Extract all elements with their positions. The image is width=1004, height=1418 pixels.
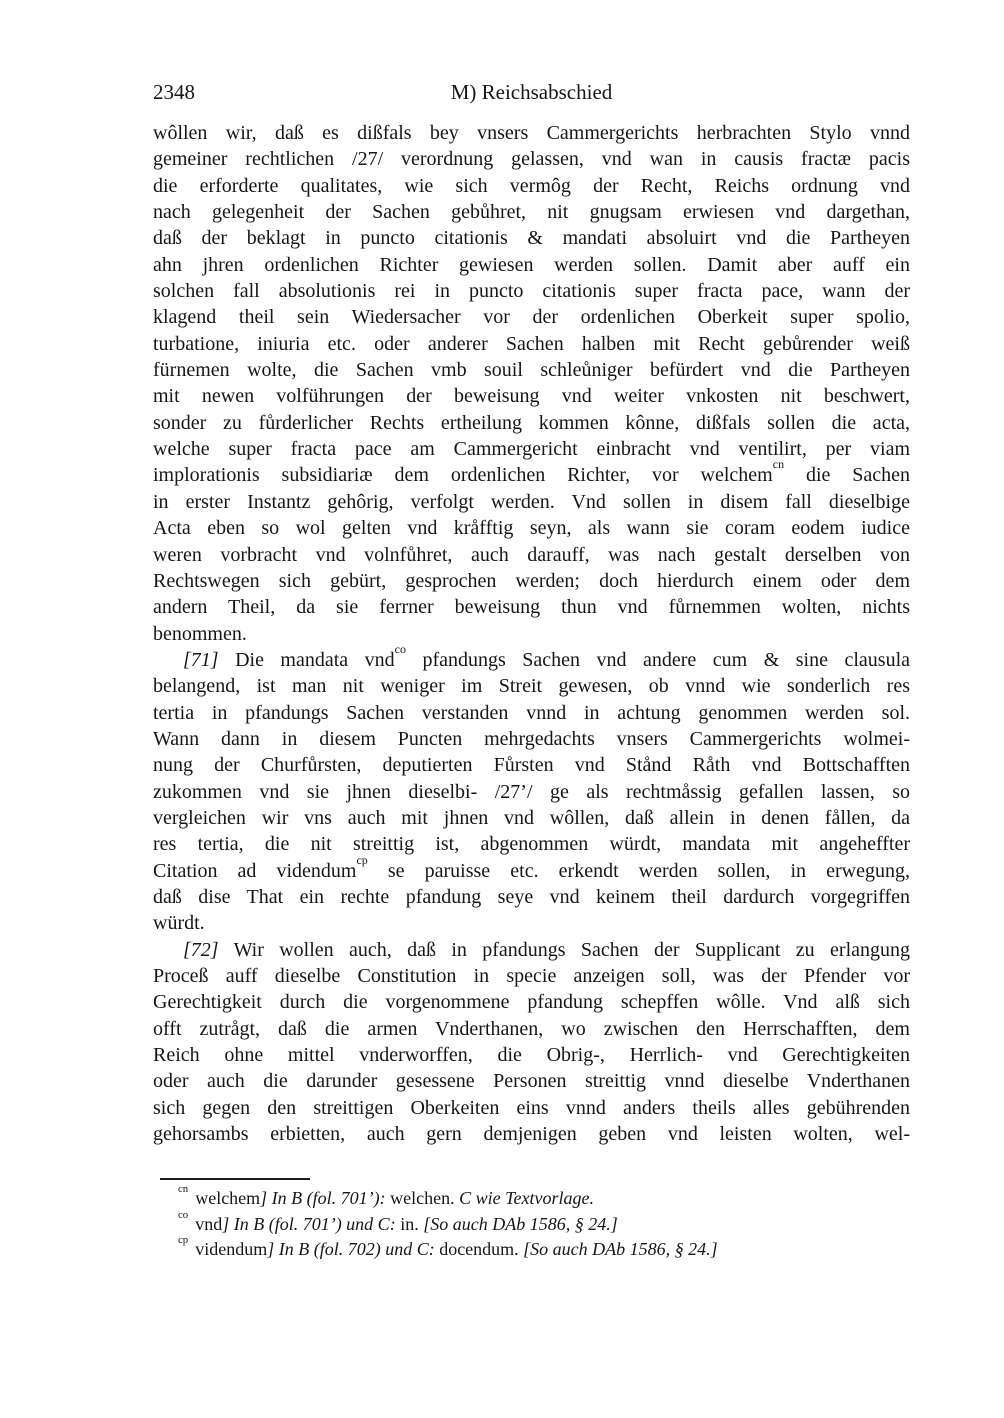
text-line — [153, 146, 910, 172]
text-segment: Gerechtigkeit durch die vorgenommene pfandung schepffen wôlle. Vnd alß sich — [153, 991, 910, 1014]
text-segment: zukommen vnd sie jhnen dieselbi- /27’/ ge als rechtmåssig gefallen lassen, so — [153, 780, 910, 803]
text-segment: tertia in pfandungs Sachen verstanden vnnd in achtung genommen werden sol. — [153, 701, 910, 724]
text-line — [153, 641, 910, 673]
text-line — [153, 1016, 910, 1042]
text-line — [153, 673, 910, 699]
text-line — [153, 805, 910, 831]
text-segment: videndum — [195, 1239, 268, 1259]
text-line — [153, 383, 910, 409]
text-line — [153, 199, 910, 225]
text-segment: nung der Churfůrsten, deputierten Fůrsten vnd Stånd Råth vnd Bottschafften — [153, 754, 910, 777]
page-title: M) Reichsabschied — [450, 80, 613, 104]
text-segment: andern Theil, da sie ferrner beweisung thun vnd fůrnemmen wolten, nichts — [153, 596, 910, 619]
text-segment: sich gegen den streittigen Oberkeiten eins vnnd anders theils alles gebührenden — [153, 1096, 910, 1119]
text-segment: weren vorbracht vnd volnfůhret, auch darauff, was nach gestalt derselben von — [153, 543, 910, 566]
text-segment: Citation ad videndum — [153, 859, 357, 882]
text-segment: Rechtswegen sich gebürt, gesprochen werden; doch hierdurch einem oder dem — [153, 569, 910, 592]
text-line — [153, 457, 911, 488]
footnote-marker: cn — [178, 1183, 189, 1196]
text-line — [153, 831, 910, 857]
text-segment: ] In B (fol. 701’): — [260, 1188, 391, 1208]
text-line — [153, 304, 910, 330]
text-line — [153, 779, 910, 805]
text-line — [153, 515, 910, 541]
text-segment: res tertia, die nit streittig ist, abgenommen würdt, mandata mit angeheffter — [153, 833, 910, 856]
text-segment: Die mandata vnd — [218, 648, 395, 671]
text-segment: nach gelegenheit der Sachen gebůhret, nit gnugsam erwiesen vnd dargethan, — [153, 201, 910, 224]
text-line — [153, 963, 910, 989]
text-line — [153, 700, 910, 726]
text-segment: Reich ohne mittel vnderworffen, die Obrig-, Herrlich- vnd Gerechtigkeiten — [153, 1044, 910, 1067]
text-line — [153, 357, 910, 383]
footnote — [178, 1208, 913, 1238]
text-line — [153, 1095, 910, 1121]
text-segment: mit newen volführungen der beweisung vnd weiter vnkosten nit beschwert, — [153, 385, 910, 408]
text-segment: docendum. — [439, 1239, 524, 1259]
footnote-marker: cn — [772, 457, 785, 472]
text-segment: welchen. — [390, 1188, 460, 1208]
text-segment: pfandungs Sachen vnd andere cum & sine clausula — [406, 648, 910, 671]
text-line — [153, 278, 910, 304]
text-line — [153, 252, 910, 278]
footnote — [178, 1183, 913, 1212]
text-line — [153, 410, 910, 436]
text-segment: offt zutrågt, daß die armen Vnderthanen, wo zwischen den Herrschafften, dem — [153, 1017, 910, 1040]
text-line — [153, 910, 910, 936]
text-segment: klagend theil sein Wiedersacher vor der ordenlichen Oberkeit super spolio, — [153, 306, 910, 329]
text-line — [153, 726, 910, 752]
text-segment: gehorsambs erbietten, auch gern demjenigen geben vnd leisten wolten, wel- — [153, 1123, 910, 1146]
text-segment: benommen. — [153, 622, 247, 645]
text-line — [153, 173, 910, 199]
text-segment: in erster Instantz gehôrig, verfolgt werden. Vnd sollen in disem fall dieselbige — [153, 490, 910, 513]
text-line — [153, 594, 910, 620]
text-segment: daß der beklagt in puncto citationis & mandati absoluirt vnd die Partheyen — [153, 227, 910, 250]
text-segment: fürnemen wolte, die Sachen vmb souil schleůniger befürdert vnd die Partheyen — [153, 359, 910, 382]
footnote-marker: cp — [356, 852, 368, 867]
text-segment: implorationis subsidiariæ dem ordenlichen Richter, vor welchem — [153, 464, 773, 487]
text-line — [153, 331, 910, 357]
text-line — [153, 1042, 910, 1068]
text-line — [153, 989, 910, 1015]
text-line — [153, 489, 910, 515]
text-segment: ] In B (fol. 701’) und C: — [222, 1213, 401, 1234]
text-line — [153, 120, 910, 146]
text-segment: Wir wollen auch, daß in pfandungs Sachen der Supplicant zu erlangung — [218, 938, 910, 961]
text-segment: Wann dann in diesem Puncten mehrgedachts vnsers Cammergerichts wolmei- — [153, 727, 910, 750]
text-line — [153, 225, 910, 251]
text-segment: die erforderte qualitates, wie sich vermôg der Recht, Reichs ordnung vnd — [153, 174, 910, 197]
text-segment: [72] — [183, 938, 219, 961]
text-segment: welchem — [195, 1188, 261, 1208]
text-segment: sonder zu fůrderlicher Rechts ertheilung kommen kônne, dißfals sollen die acta, — [153, 411, 910, 434]
text-segment: [So auch DAb 1586, § 24.] — [423, 1213, 618, 1234]
text-segment: se paruisse etc. erkendt werden sollen, in erwegung, — [367, 859, 910, 882]
text-segment: die Sachen — [784, 464, 911, 487]
text-line — [153, 752, 910, 778]
text-segment: C wie Textvorlage. — [459, 1188, 594, 1208]
text-line — [153, 1068, 910, 1094]
text-segment: solchen fall absolutionis rei in puncto citationis super fracta pace, wann der — [153, 280, 910, 303]
body-text — [153, 120, 910, 1147]
text-line — [153, 937, 910, 963]
text-segment: [71] — [183, 648, 219, 671]
text-line — [153, 852, 910, 884]
text-line — [153, 436, 910, 462]
text-line — [153, 1121, 910, 1147]
footnote-marker: co — [178, 1208, 189, 1221]
footnote-marker: cp — [178, 1234, 189, 1247]
running-head — [153, 78, 910, 106]
text-segment: vergleichen wir vns auch mit jhnen vnd wôllen, daß allein in denen fållen, da — [153, 806, 910, 829]
text-segment: Proceß auff dieselbe Constitution in specie anzeigen soll, was der Pfender vor — [153, 965, 910, 987]
text-line — [153, 621, 910, 647]
footnote-marker: co — [394, 641, 406, 656]
text-segment: turbatione, iniuria etc. oder anderer Sachen halben mit Recht gebůrender weiß — [153, 332, 910, 355]
text-line — [153, 542, 910, 568]
footnotes — [178, 1183, 913, 1263]
text-segment: ahn jhren ordenlichen Richter gewiesen werden sollen. Damit aber auff ein — [153, 253, 910, 276]
text-line — [153, 568, 910, 594]
text-segment: gemeiner rechtlichen /27/ verordnung gelassen, vnd wan in causis fractæ pacis — [153, 148, 910, 171]
text-segment: belangend, ist man nit weniger im Streit gewesen, ob vnnd wie sonderlich res — [153, 675, 910, 698]
text-line — [153, 884, 910, 910]
page-number: 2348 — [153, 80, 195, 104]
text-segment: oder auch die darunder gesessene Personen streittig vnnd dieselbe Vnderthanen — [153, 1070, 910, 1093]
text-segment: vnd — [195, 1213, 223, 1234]
text-segment: daß dise That ein rechte pfandung seye vnd keinem theil dardurch vorgegriffen — [153, 885, 910, 908]
text-segment: würdt. — [153, 912, 205, 935]
text-segment: welche super fracta pace am Cammergericht einbracht vnd ventilirt, per viam — [153, 438, 910, 461]
text-segment: ] In B (fol. 702) und C: — [267, 1239, 440, 1259]
text-segment: in. — [400, 1213, 424, 1234]
text-segment: wôllen wir, daß es dißfals bey vnsers Cammergerichts herbrachten Stylo vnnd — [153, 122, 910, 144]
footnote — [178, 1234, 913, 1263]
footnote-separator-rule — [160, 1178, 310, 1180]
text-segment: [So auch DAb 1586, § 24.] — [523, 1239, 718, 1259]
text-segment: Acta eben so wol gelten vnd kråfftig seyn, als wann sie coram eodem iudice — [153, 517, 910, 540]
